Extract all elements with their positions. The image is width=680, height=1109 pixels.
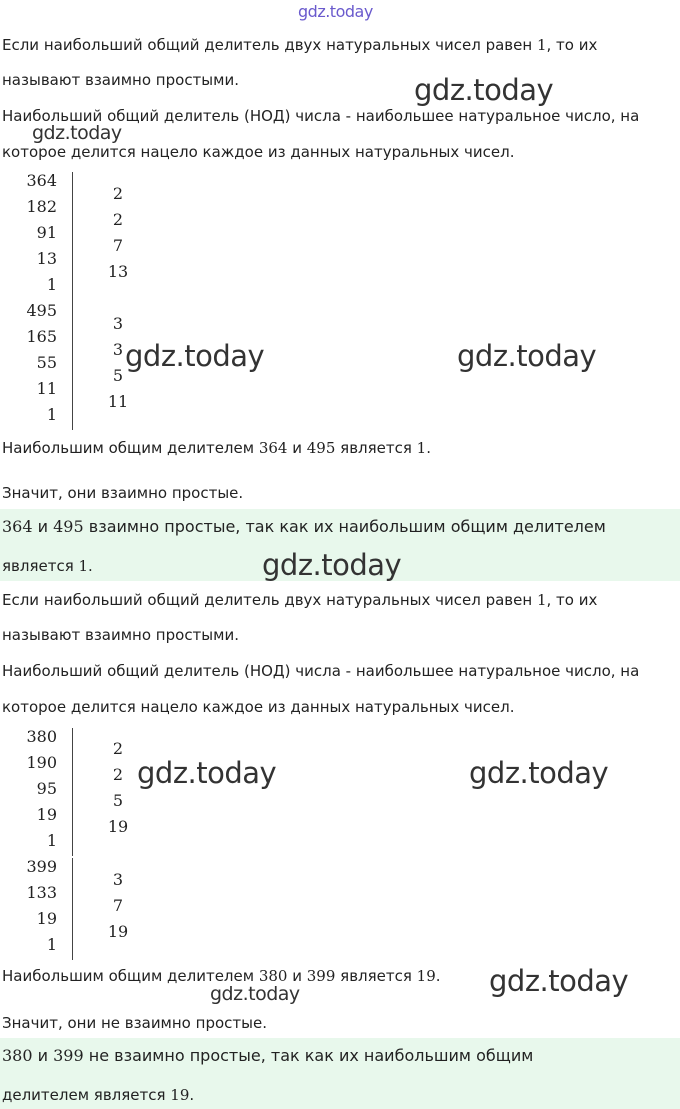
watermark: gdz.today bbox=[210, 983, 300, 1005]
dividend-column: 495 165 55 11 1 bbox=[26, 301, 57, 424]
answer-line-2: является 1. bbox=[2, 557, 93, 575]
factor-column: 2 2 7 13 bbox=[107, 184, 129, 281]
definition-gcd-cont: которое делится нацело каждое из данных натуральных чисел. bbox=[2, 143, 515, 161]
answer-line: 364 и 495 взаимно простые, так как их наибольшим общим делителем bbox=[2, 517, 606, 536]
factor-column: 2 2 5 19 bbox=[107, 739, 129, 836]
definition-gcd: Наибольший общий делитель (НОД) числа - наибольшее натуральное число, на bbox=[2, 107, 640, 125]
factor-column: 3 3 5 11 bbox=[107, 314, 129, 411]
factor-column: 3 7 19 bbox=[107, 870, 129, 941]
watermark: gdz.today bbox=[457, 339, 597, 373]
watermark: gdz.today bbox=[469, 756, 609, 790]
watermark: gdz.today bbox=[32, 122, 122, 144]
watermark: gdz.today bbox=[414, 73, 554, 107]
gcd-statement: Наибольшим общим делителем 380 и 399 является 19. bbox=[2, 967, 441, 985]
answer-line-2: делителем является 19. bbox=[2, 1086, 195, 1104]
watermark: gdz.today bbox=[298, 2, 373, 21]
watermark: gdz.today bbox=[125, 339, 265, 373]
conclusion: Значит, они взаимно простые. bbox=[2, 484, 244, 502]
definition-gcd: Наибольший общий делитель (НОД) числа - наибольшее натуральное число, на bbox=[2, 662, 640, 680]
definition-gcd-cont: которое делится нацело каждое из данных натуральных чисел. bbox=[2, 698, 515, 716]
conclusion: Значит, они не взаимно простые. bbox=[2, 1014, 267, 1032]
answer-box bbox=[0, 1038, 680, 1109]
dividend-column: 380 190 95 19 1 bbox=[26, 727, 57, 850]
divider-line bbox=[72, 728, 73, 856]
dividend-column: 399 133 19 1 bbox=[26, 857, 57, 954]
watermark: gdz.today bbox=[489, 964, 629, 998]
answer-line: 380 и 399 не взаимно простые, так как их наибольшим общим bbox=[2, 1046, 534, 1065]
divider-line bbox=[72, 302, 73, 430]
gcd-statement: Наибольшим общим делителем 364 и 495 является 1. bbox=[2, 439, 431, 457]
definition-coprime-cont: называют взаимно простыми. bbox=[2, 71, 239, 89]
definition-coprime: Если наибольший общий делитель двух натуральных чисел равен 1, то их bbox=[2, 36, 598, 54]
watermark: gdz.today bbox=[262, 548, 402, 582]
watermark: gdz.today bbox=[137, 756, 277, 790]
definition-coprime: Если наибольший общий делитель двух натуральных чисел равен 1, то их bbox=[2, 591, 598, 609]
divider-line bbox=[72, 858, 73, 960]
divider-line bbox=[72, 172, 73, 302]
dividend-column: 364 182 91 13 1 bbox=[26, 171, 57, 294]
definition-coprime-cont: называют взаимно простыми. bbox=[2, 626, 239, 644]
